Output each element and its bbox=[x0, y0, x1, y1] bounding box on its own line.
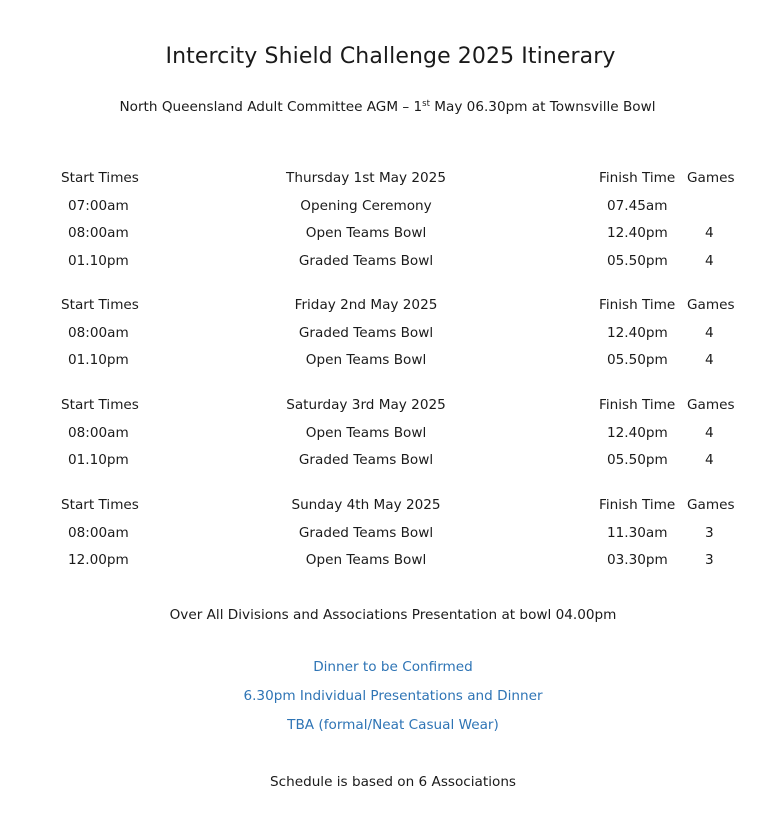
event-name: Open Teams Bowl bbox=[305, 424, 427, 441]
games-count: 4 bbox=[705, 452, 714, 469]
finish-time: 11.30am bbox=[607, 524, 668, 541]
schedule-row bbox=[0, 452, 781, 480]
schedule-row bbox=[0, 198, 781, 226]
day-label: Saturday 3rd May 2025 bbox=[286, 397, 446, 413]
day-block-thursday bbox=[0, 170, 781, 281]
finish-time-header: Finish Time bbox=[599, 297, 676, 313]
event-name: Open Teams Bowl bbox=[305, 552, 427, 569]
schedule-row bbox=[0, 325, 781, 353]
page-title: Intercity Shield Challenge 2025 Itinerary bbox=[165, 44, 616, 69]
start-times-header: Start Times bbox=[61, 497, 139, 513]
event-name: Graded Teams Bowl bbox=[298, 324, 434, 341]
finish-time: 12.40pm bbox=[607, 324, 668, 341]
day-block-saturday bbox=[0, 397, 781, 480]
finish-time-header: Finish Time bbox=[599, 170, 676, 186]
finish-time: 12.40pm bbox=[607, 225, 668, 242]
start-time: 01.10pm bbox=[68, 253, 129, 270]
day-header-row bbox=[0, 397, 781, 425]
finish-time-header: Finish Time bbox=[599, 497, 676, 513]
start-time: 08:00am bbox=[68, 225, 129, 242]
games-count: 4 bbox=[705, 324, 714, 341]
event-name: Opening Ceremony bbox=[300, 197, 432, 214]
schedule-row bbox=[0, 225, 781, 253]
schedule-row bbox=[0, 352, 781, 380]
event-name: Graded Teams Bowl bbox=[298, 452, 434, 469]
finish-time: 12.40pm bbox=[607, 424, 668, 441]
event-name: Open Teams Bowl bbox=[305, 352, 427, 369]
start-time: 01.10pm bbox=[68, 352, 129, 369]
day-label: Thursday 1st May 2025 bbox=[286, 170, 446, 186]
start-times-header: Start Times bbox=[61, 170, 139, 186]
games-count: 4 bbox=[705, 253, 714, 270]
event-name: Graded Teams Bowl bbox=[298, 253, 434, 270]
agm-notice-rest: May 06.30pm at Townsville Bowl bbox=[429, 99, 656, 115]
day-header-row bbox=[0, 497, 781, 525]
schedule-row bbox=[0, 425, 781, 453]
start-time: 07:00am bbox=[68, 197, 129, 214]
agm-notice-text: North Queensland Adult Committee AGM – 1 bbox=[119, 99, 423, 115]
games-header: Games bbox=[687, 297, 735, 313]
finish-time: 03.30pm bbox=[607, 552, 668, 569]
day-label: Friday 2nd May 2025 bbox=[294, 297, 438, 313]
schedule-row bbox=[0, 525, 781, 553]
day-header-row bbox=[0, 170, 781, 198]
agm-notice bbox=[0, 99, 775, 115]
start-time: 01.10pm bbox=[68, 452, 129, 469]
schedule-row bbox=[0, 253, 781, 281]
finish-time: 05.50pm bbox=[607, 452, 668, 469]
start-time: 08:00am bbox=[68, 524, 129, 541]
finish-time: 05.50pm bbox=[607, 253, 668, 270]
finish-time: 07.45am bbox=[607, 197, 668, 214]
games-count: 3 bbox=[705, 552, 714, 569]
games-count: 4 bbox=[705, 352, 714, 369]
start-time: 08:00am bbox=[68, 424, 129, 441]
day-block-sunday bbox=[0, 497, 781, 580]
games-header: Games bbox=[687, 170, 735, 186]
day-label: Sunday 4th May 2025 bbox=[291, 497, 441, 513]
start-time: 12.00pm bbox=[68, 552, 129, 569]
schedule-row bbox=[0, 552, 781, 580]
event-name: Open Teams Bowl bbox=[305, 225, 427, 242]
finish-time-header: Finish Time bbox=[599, 397, 676, 413]
games-count: 4 bbox=[705, 225, 714, 242]
start-time: 08:00am bbox=[68, 324, 129, 341]
day-header-row bbox=[0, 297, 781, 325]
dinner-confirm-line: Dinner to be Confirmed bbox=[313, 659, 473, 675]
schedule-note: Schedule is based on 6 Associations bbox=[269, 774, 517, 790]
day-block-friday bbox=[0, 297, 781, 380]
dress-code-line: TBA (formal/Neat Casual Wear) bbox=[287, 717, 499, 733]
event-name: Graded Teams Bowl bbox=[298, 524, 434, 541]
finish-time: 05.50pm bbox=[607, 352, 668, 369]
games-header: Games bbox=[687, 397, 735, 413]
agm-notice-ordinal: st bbox=[422, 99, 430, 109]
start-times-header: Start Times bbox=[61, 297, 139, 313]
dinner-presentations-line: 6.30pm Individual Presentations and Dinner bbox=[243, 688, 543, 704]
games-header: Games bbox=[687, 497, 735, 513]
games-count: 4 bbox=[705, 424, 714, 441]
games-count: 3 bbox=[705, 524, 714, 541]
presentation-notice: Over All Divisions and Associations Presentation at bowl 04.00pm bbox=[169, 607, 617, 623]
start-times-header: Start Times bbox=[61, 397, 139, 413]
